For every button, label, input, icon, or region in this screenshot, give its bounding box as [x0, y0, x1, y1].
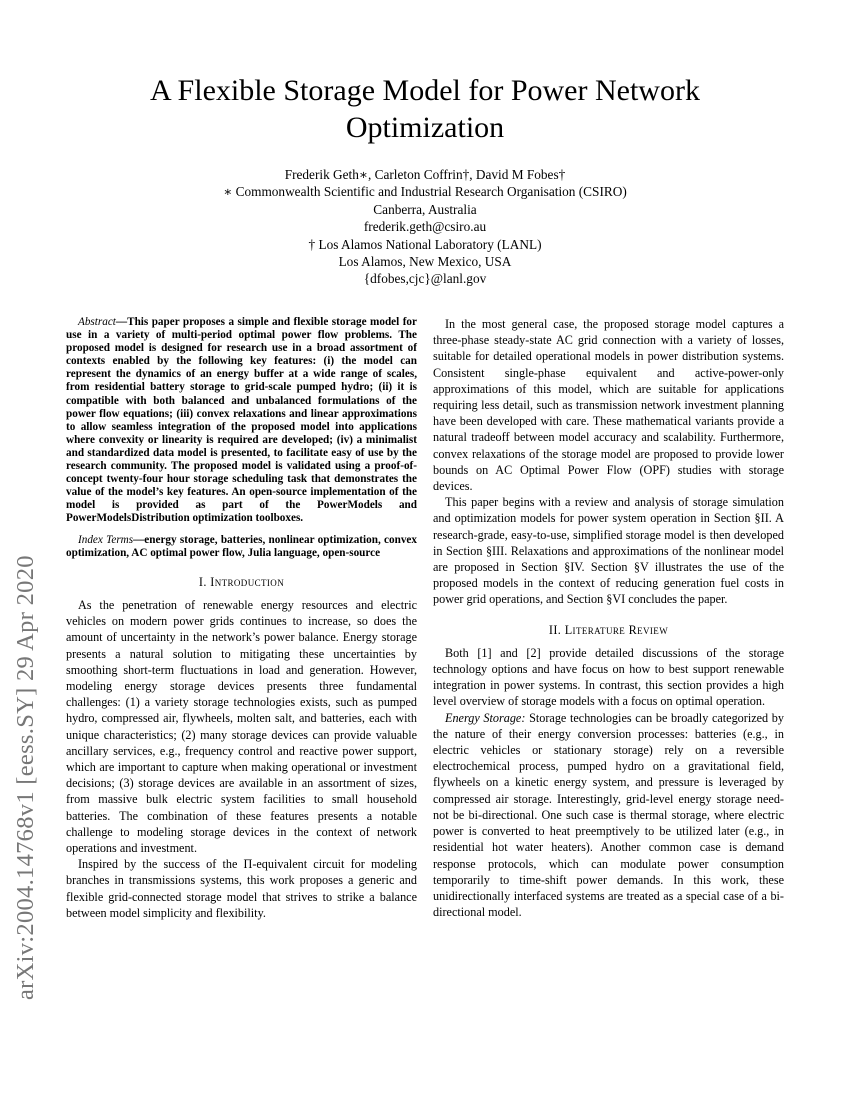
- energy-storage-subheading: Energy Storage:: [445, 710, 526, 725]
- index-terms-label: Index Terms: [78, 533, 134, 546]
- right-paragraph-2: This paper begins with a review and analysis of storage simulation and optimization models for power system operation in Section §II. A research-grade, easy-to-use, simplified storage model is then developed in Section §III. Relaxations and approximations of the nonlinear model are proposed in Section §IV. Section §V illustrates the use of the proposed models in the context of reducing generation fuel costs in power grid operations, and Section §VI concludes the paper.: [433, 495, 784, 607]
- index-terms: [66, 534, 417, 560]
- affiliation-1-email[interactable]: frederik.geth@csiro.au: [363, 219, 487, 235]
- author-names: Frederik Geth∗, Carleton Coffrin†, David M Fobes†: [284, 167, 566, 182]
- affiliation-2-city: Los Alamos, New Mexico, USA: [338, 254, 512, 270]
- affiliation-1-city: Canberra, Australia: [373, 201, 477, 217]
- literature-paragraph-1: Both [1] and [2] provide detailed discussions of the storage technology options and have focus on how to best support renewable integration in power systems. In contrast, this section provides a high level overview of storage models with a focus on optimal operation.: [433, 645, 784, 709]
- author-block: [0, 166, 850, 288]
- section-heading-literature-review: II. Literature Review: [548, 622, 669, 637]
- left-column: [66, 316, 417, 921]
- paper-title: A Flexible Storage Model for Power Network Optimization: [150, 74, 700, 144]
- abstract: [66, 316, 417, 526]
- intro-paragraph-1: As the penetration of renewable energy resources and electric vehicles on modern power grids continues to increase, so does the amount of uncertainty in the network’s power balance. Energy storage presents a natural solution to mitigating these uncertainties by smoothing short-term fluctuations in load and generation. However, modeling energy storage devices presents three fundamental challenges: (1) a variety storage technologies exists, such as pumped hydro, compressed air, flywheels, molten salt, and batteries, each with unique characteristics; (2) many storage devices can provide valuable ancillary services, e.g., frequency control and reactive power support, which are important to capture when making operational or investment decisions; (3) storage devices are available in an assortment of sizes, from massive bulk electric system facilities to small household batteries. The combination of these features presents a notable challenge to modeling storage devices in the context of network operations and investment.: [66, 597, 417, 855]
- section-heading-introduction: I. Introduction: [198, 574, 285, 589]
- index-terms-text: —energy storage, batteries, nonlinear optimization, convex optimization, AC optimal power flow, Julia language, open-source: [66, 533, 417, 559]
- right-column: [433, 316, 784, 920]
- abstract-text: —This paper proposes a simple and flexible storage model for use in a variety of multi-period optimal power flow problems. The proposed model is designed for research use in a broad assortment of contexts enabled by the following key features: (i) the model can represent the dynamics of an energy buffer at a wide range of scales, from residential battery storage to grid-scale pumped hydro; (ii) it is compatible with both balanced and unbalanced formulations of the power flow equations; (iii) convex relaxations and linear approximations to allow seamless integration of the proposed model into applications where convexity or linearity is required are developed; (iv) a minimalist and standardized data model is presented, to facilitate easy of use by the research community. The proposed model is validated using a proof-of-concept twenty-four hour storage scheduling task that demonstrates the value of the model’s key features. An open-source implementation of the model is provided as part of the PowerModels and PowerModelsDistribution optimization toolboxes.: [66, 316, 417, 525]
- affiliation-1: ∗ Commonwealth Scientific and Industrial Research Organisation (CSIRO): [223, 184, 627, 200]
- energy-storage-text: Storage technologies can be broadly categorized by the nature of their energy conversion processes: batteries (e.g., in electric vehicles or stationary storage) rely on a reversible electrochemical process, pumped hydro on a gravitational field, flywheels on a kinetic energy system, and pressure is leveraged by compressed air storage. Interestingly, grid-level energy storage need-not be bi-directional. One such case is thermal storage, where electric power is converted to heat preemptively to be utilized later (e.g., in residential hot water heaters). Another common case is demand response protocols, which can modulate power consumption temporarily to time-shift power demands. In this work, these unidirectionally interfaced systems are treated as a special case of a bi-directional model.: [433, 710, 784, 920]
- abstract-label: Abstract: [78, 316, 116, 328]
- energy-storage-paragraph: [433, 710, 784, 921]
- affiliation-2-email[interactable]: {dfobes,cjc}@lanl.gov: [363, 271, 487, 287]
- arxiv-stamp: arXiv:2004.14768v1 [eess.SY] 29 Apr 2020: [12, 555, 39, 1000]
- intro-paragraph-2: Inspired by the success of the Π-equivalent circuit for modeling branches in transmissions systems, this work proposes a generic and flexible grid-connected storage model that strives to strike a balance between model simplicity and flexibility.: [66, 857, 417, 920]
- affiliation-2: † Los Alamos National Laboratory (LANL): [308, 236, 542, 252]
- right-paragraph-1: In the most general case, the proposed storage model captures a three-phase steady-state AC grid connection with a variety of losses, suitable for detailed operational models in power distribution systems. Consistent single-phase equivalent and active-power-only approximations of this model, which are suitable for applications requiring less detail, such as transmission network investment planning have been developed with care. These mathematical variants provide a natural tradeoff between model accuracy and scalability. Furthermore, convex relaxations of the storage model are proposed to provide lower bounds on AC Optimal Power Flow (OPF) studies with storage devices.: [433, 317, 784, 494]
